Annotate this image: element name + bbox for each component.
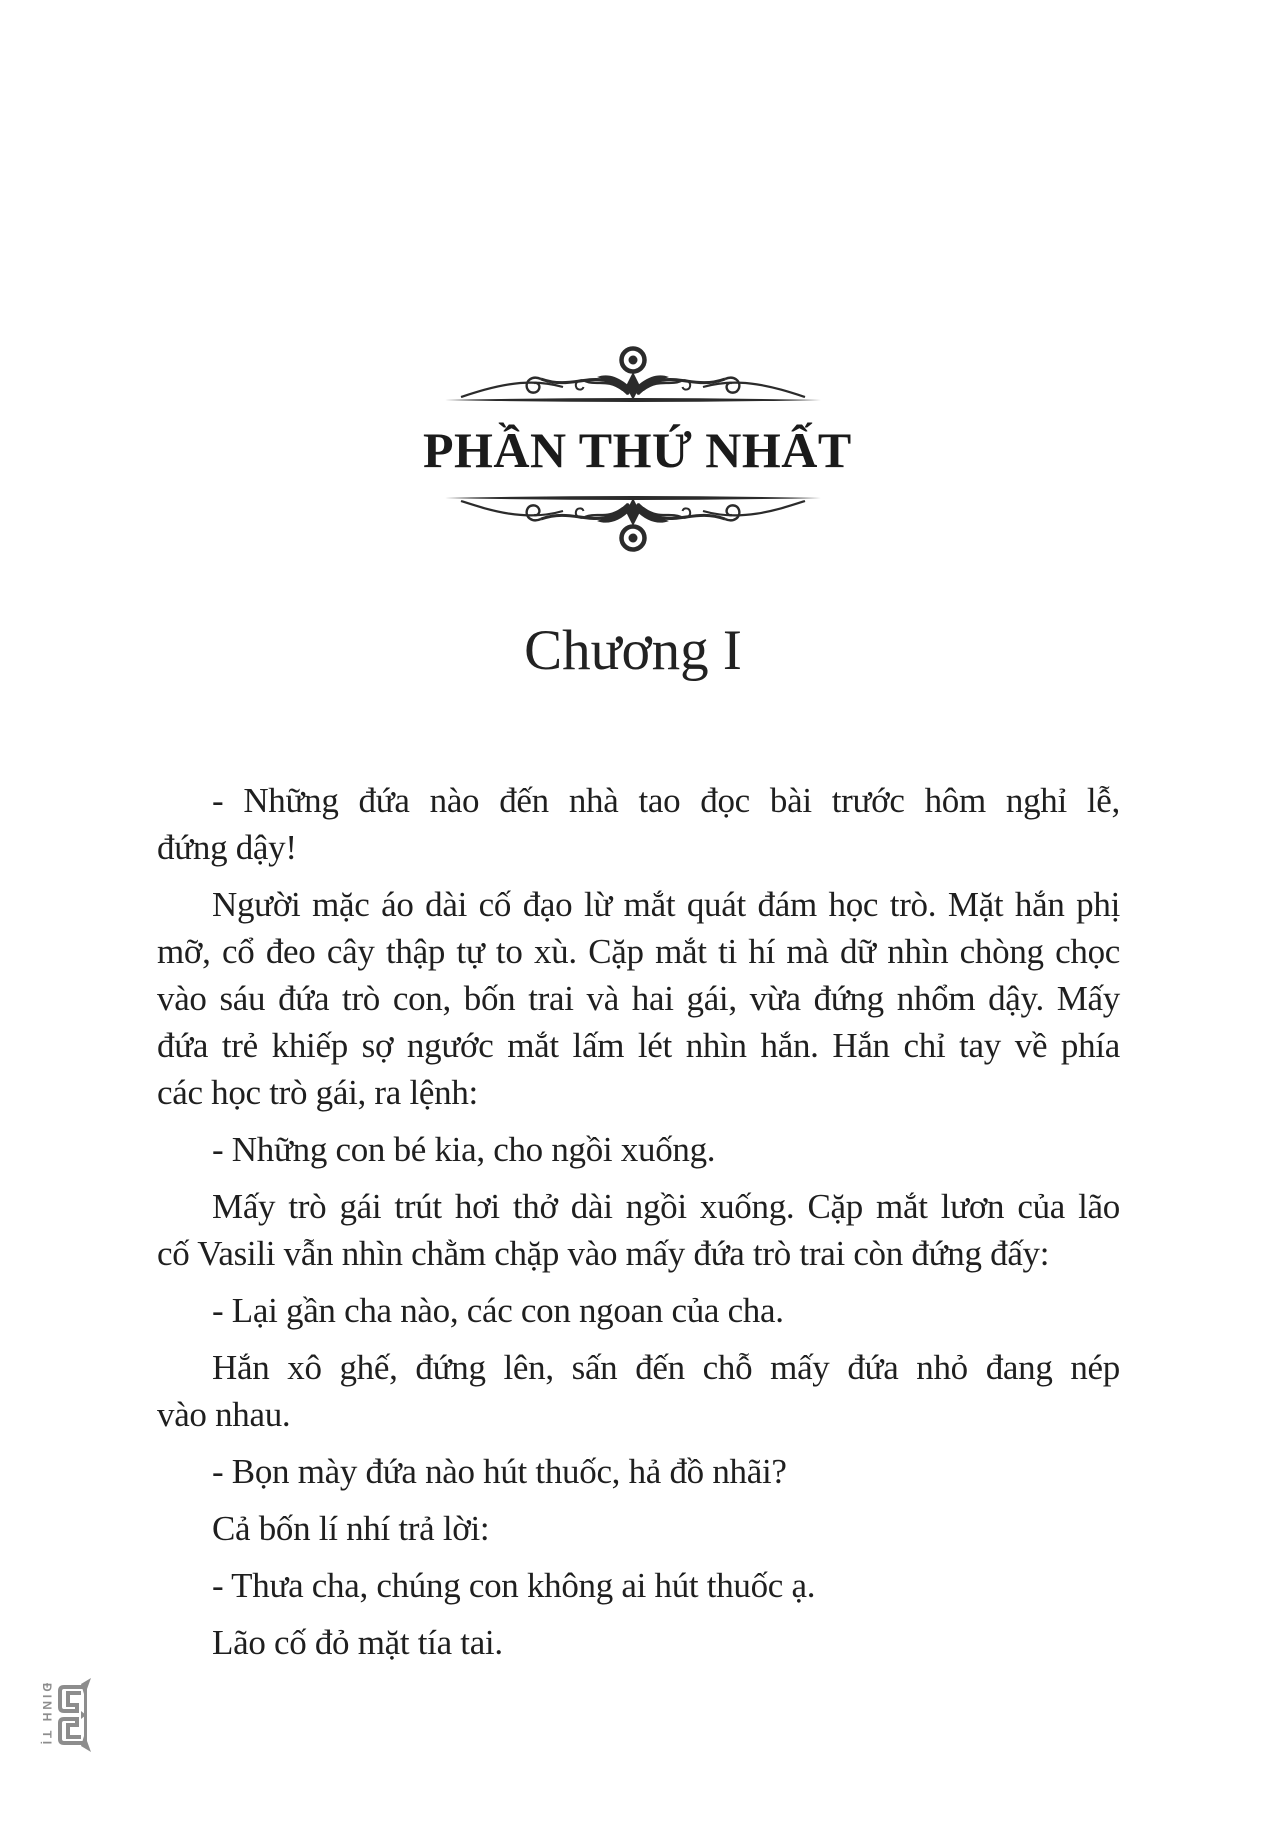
- chapter-title: Chương I: [524, 619, 742, 682]
- text-line: - Bọn mày đứa nào hút thuốc, hả đồ nhãi?: [212, 1452, 787, 1491]
- text-line: Hắn xô ghế, đứng lên, sấn đến chỗ mấy đứa nhỏ đang nép: [212, 1348, 1120, 1387]
- paragraph: [157, 1505, 1120, 1552]
- text-line: Cả bốn lí nhí trả lời:: [212, 1509, 490, 1548]
- part-header: [423, 346, 852, 552]
- paragraph: [157, 1126, 1120, 1173]
- paragraph: [157, 881, 1120, 1116]
- paragraph: [157, 1619, 1120, 1666]
- publisher-logo: [40, 1676, 94, 1754]
- publisher-name: ĐINH TỊ: [40, 1682, 54, 1748]
- text-line: vào sáu đứa trò con, bốn trai và hai gái, vừa đứng nhổm dậy. Mấy: [157, 979, 1120, 1018]
- body-text: [157, 777, 1120, 1676]
- flourish-top-icon: [441, 346, 825, 408]
- paragraph: [157, 1562, 1120, 1609]
- text-line: - Thưa cha, chúng con không ai hút thuốc ạ.: [212, 1566, 816, 1605]
- text-line: vào nhau.: [157, 1395, 291, 1434]
- text-line: - Những đứa nào đến nhà tao đọc bài trước hôm nghỉ lễ,: [212, 781, 1120, 820]
- text-line: - Lại gần cha nào, các con ngoan của cha.: [212, 1291, 784, 1330]
- book-monogram-icon: [56, 1678, 94, 1752]
- text-line: mỡ, cổ đeo cây thập tự to xù. Cặp mắt ti hí mà dữ nhìn chòng chọc: [157, 932, 1120, 971]
- text-line: Mấy trò gái trút hơi thở dài ngồi xuống. Cặp mắt lươn của lão: [212, 1187, 1120, 1226]
- flourish-bottom-icon: [441, 490, 825, 552]
- paragraph: [157, 1287, 1120, 1334]
- text-line: các học trò gái, ra lệnh:: [157, 1073, 478, 1112]
- text-line: Lão cố đỏ mặt tía tai.: [212, 1623, 503, 1662]
- text-line: cố Vasili vẫn nhìn chằm chặp vào mấy đứa trò trai còn đứng đấy:: [157, 1234, 1050, 1273]
- paragraph: [157, 777, 1120, 871]
- paragraph: [157, 1183, 1120, 1277]
- text-line: - Những con bé kia, cho ngồi xuống.: [212, 1130, 716, 1169]
- paragraph: [157, 1344, 1120, 1438]
- text-line: đứng dậy!: [157, 828, 297, 867]
- part-title: PHẦN THỨ NHẤT: [423, 422, 852, 478]
- text-line: đứa trẻ khiếp sợ ngước mắt lấm lét nhìn hắn. Hắn chỉ tay về phía: [157, 1026, 1120, 1065]
- paragraph: [157, 1448, 1120, 1495]
- text-line: Người mặc áo dài cố đạo lừ mắt quát đám học trò. Mặt hắn phị: [212, 885, 1120, 924]
